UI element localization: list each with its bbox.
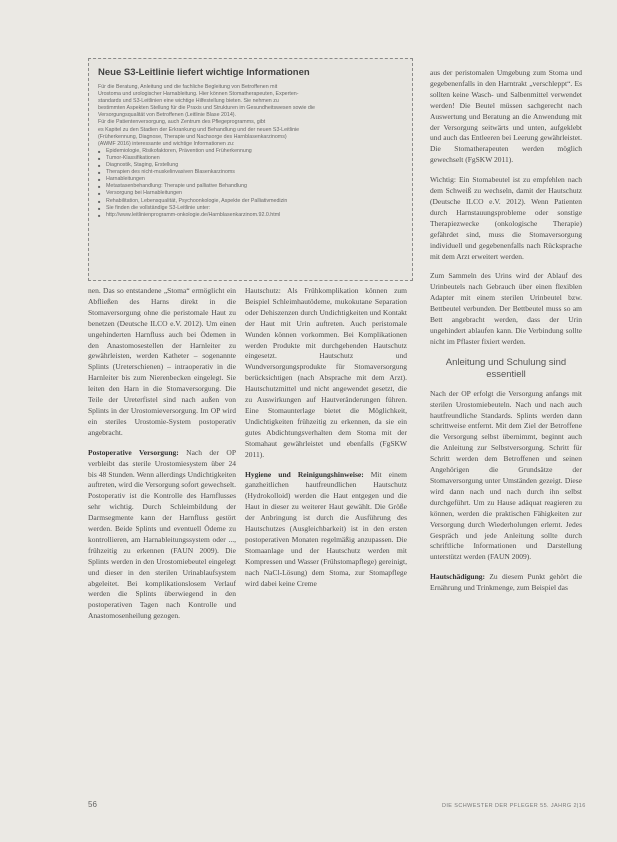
paragraph: [88, 448, 236, 623]
info-box-bullet-list: [98, 148, 403, 219]
paragraph: Nach der OP erfolgt die Versorgung anfangs mit sterilen Urostomiebeuteln. Nach und nach auch hautfreundliche Standards. Splints werden dann schrittweise entfernt. Mit dem Ziel der Betroffene die Versorgung selbst übernimmt, beginnt auch die Anleitung zur Selbstversorgung. Schritt für Schritt werden dem Betroffenen und seinen Angehörigen die Grundsätze der Stomaversorgung unter Umständen gezeigt. Diese wird dann nach und nach durch ihn selbst durchgeführt. Um zu Hause adäquat reagieren zu können, werden die praktischen Fähigkeiten zur Versorgung durch Wiederholungen erlernt. Jedes Gespräch und jede Anleitung sollte durch schriftliche Informationen und Darstellung unterstützt werden (FAUN 2009).: [430, 388, 582, 562]
intro-line: Urostoma und urologischer Harnableitung. Hier können Stomatherapeuten, Experten-: [98, 91, 299, 98]
paragraph-body: Zu diesem Punkt gehört die Ernährung und Trinkmenge, zum Beispiel das: [430, 572, 582, 593]
text-column-1: [88, 286, 236, 631]
bullet-item: ■ Sie finden die vollständige S3-Leitlinie unter:: [98, 205, 403, 212]
paragraph: Hautschutz: Als Frühkomplikation können zum Beispiel Schleimhautödeme, mukokutane Separation oder Dehiszenzen durch Undichtigkeiten und Kontakt der Haut mit Urin auftreten. Auch peristomale Wunden können vorkommen. Bei Komplikationen werden Produkte mit durchgehenden Hautschutz eingesetzt. Hautschutz und Wundversorgungsprodukte für Stomaversorgung berücksichtigen (nach Absprache mit dem Arzt). Hautschutzmittel und nicht angewendet gesetzt, die zu Auswirkungen auf Hautveränderungen führen. Eine Stomaunterlage bietet die Möglichkeit, Undichtigkeiten frühzeitig zu erkennen, da sie ein gutes Abdichtungsverhalten dem Stoma mit der Stomahaut gewährleistet und ebenfalls (FgSKW 2011).: [245, 286, 407, 459]
intro-line: Für die Beratung, Anleitung und die fachliche Begleitung von Betroffenen mit: [98, 84, 278, 90]
intro-line: (Früherkennung, Diagnose, Therapie und Nachsorge des Harnblasenkarzinoms): [98, 133, 287, 140]
info-box: [88, 58, 413, 281]
paragraph: aus der peristomalen Umgebung zum Stoma und gegebenenfalls in den Harntrakt „verschleppt“. Es sollten keine Wasch- und Salbenmittel verwendet werden! Die Beutel müssen sachgerecht nach Auswertung und Beratung an die Anwendung mit der Versorgung seitwärts und unten, aufgeklebt und auch das Entleeren bei Leerung gewährleistet. Die Stomatherapeuten werden möglich gewechselt (FgSKW 2011).: [430, 68, 582, 165]
paragraph-lead: Hautschädigung:: [430, 572, 486, 582]
bullet-item: ■ http://www.leitlinienprogramm-onkologie.de/Harnblasenkarzinom.92.0.html: [98, 212, 403, 219]
info-box-title: Neue S3-Leitlinie liefert wichtige Informationen: [98, 67, 310, 78]
intro-line: Für die Patientenversorgung, auch Zentrum des Pflegeprogramms, gibt: [98, 119, 266, 126]
running-title: DIE SCHWESTER DER PFLEGER 55. JAHRG 2|16: [442, 803, 586, 809]
paragraph-body: Mit einem ganzheitlichen hautfreundlichen Hautschutz (Hydrokolloid) werden die Haut entgegen und die Haut in dieser zu weiterer Haut gewählt. Die Größe der Anbringung ist durch die Ausführung des Hautschutzes (Ausgleichbarkeit) ist in den ersten postoperativen Monaten regelmäßig anzupassen. Die Stomaanlage und der Hautschutz werden mit Kompressen und Wasser (Frühstomapflege) gereinigt, nach NaCl-Lösung) dem Stoma, zur Stomapflege wird dabei keine Creme: [245, 469, 407, 588]
section-heading: Anleitung und Schulung sind essentiell: [445, 356, 567, 380]
text-column-2: [245, 286, 407, 598]
bullet-item: ■ Harnableitungen: [98, 176, 403, 183]
paragraph: Wichtig: Ein Stomabeutel ist zu empfehlen nach dem Schweiß zu wechseln, damit der Hautschutz (Deutsche ILCO e.V. 2012). Wenn Patienten durch Harnstauungsprobleme oder sonstige Therapiezwecke (onkologische Therapie) gefährdet sind, muss die Stomaversorgung individuell und gegebenenfalls nach Rücksprache mit dem Arzt erweitert werden.: [430, 175, 582, 261]
paragraph: [430, 572, 582, 594]
intro-line: standards und S3-Leitlinien eine wichtige Hilfestellung bieten. Sie nehmen zu: [98, 98, 279, 105]
text-column-3: [430, 68, 582, 603]
bullet-item: ■ Therapien des nicht-muskelinvasiven Blasenkarzinoms: [98, 169, 403, 176]
bullet-item: ■ Rehabilitation, Lebensqualität, Psychoonkologie, Aspekte der Palliativmedizin: [98, 198, 403, 205]
paragraph: nen. Das so entstandene „Stoma“ ermöglicht ein Abfließen des Harns direkt in die Stomaversorgung ohne die peristomale Haut zu benetzen (Deutsche ILCO e.V. 2012). Um einen ungehinderten Harnfluss auch bei Ödemen in den Anastomosestellen der Harnleiter zu gewährleisten, werden Katheter – sogenannte Splints (Ureterschienen) – intraoperativ in die Harnleiter bis zum Nierenbecken eingelegt. Sie leiten den Harn in die Stomaversorgung. Die Teile der Ureterfistel sind nach außen von Splints in der Urostomieversorgung. Im OP wird ein steriles Urostomie-System postoperativ angebracht.: [88, 286, 236, 437]
intro-line: bestimmten Aspekten Stellung für die Praxis und Strukturen im Gesundheitswesen sowie die: [98, 105, 315, 112]
paragraph-body: Nach der OP verbleibt das sterile Urostomiesystem über 24 bis 48 Stunden. Wenn allerdings Undichtigkeiten auftreten, wird die Versorgung sofort gewechselt. Postoperativ ist die Kontrolle des Harnflusses sehr wichtig. Durch Schleimbildung der Darmsegmente kann der Harnfluss gestört werden. Beide Splints und eventuell Ödeme zu kontrollieren, am Harnableitungssystem oder ..., frühzeitig zu erkennen (FAUN 2009). Die Splints werden in den Urostomiebeutel eingelegt und dieser in den sterilen Urinablaufsystem abgeleitet. Bei komplikationslosem Verlauf werden die Splints überwiegend in den postoperativen Tagen nach Kontrolle und Anastomosenheilung gezogen.: [88, 447, 236, 621]
paragraph: Zum Sammeln des Urins wird der Ablauf des Urinbeutels nach Gebrauch über einen flexiblen Adapter mit einem sterilen Urinbeutel bzw. Bettbeutel verbunden. Der Bettbeutel muss so am Bett angebracht werden, dass der Urin ungehindert ablaufen kann. Die Verbindung sollte nicht im Pflaster fixiert werden.: [430, 271, 582, 346]
intro-line: (AWMF 2016) interessante und wichtige Informationen zu:: [98, 140, 235, 147]
paragraph: [245, 470, 407, 590]
intro-line: Versorgungsqualität von Betroffenen (Leitlinie Blase 2014).: [98, 112, 237, 119]
bullet-item: ■ Tumor-Klassifikationen: [98, 155, 403, 162]
paragraph-lead: Postoperative Versorgung:: [88, 447, 179, 457]
page-number: 56: [88, 800, 97, 809]
bullet-item: ■ Epidemiologie, Risikofaktoren, Prävention und Früherkennung: [98, 148, 403, 155]
bullet-item: ■ Metastasenbehandlung: Therapie und palliative Behandlung: [98, 183, 403, 190]
info-box-intro: [98, 84, 403, 148]
bullet-item: ■ Diagnostik, Staging, Erstellung: [98, 162, 403, 169]
bullet-item: ■ Versorgung bei Harnableitungen: [98, 190, 403, 197]
paragraph-lead: Hygiene und Reinigungshinweise:: [245, 469, 364, 479]
intro-line: es Kapitel zu den Stadien der Erkrankung und Behandlung und der neuen S3-Leitlinie: [98, 126, 300, 133]
